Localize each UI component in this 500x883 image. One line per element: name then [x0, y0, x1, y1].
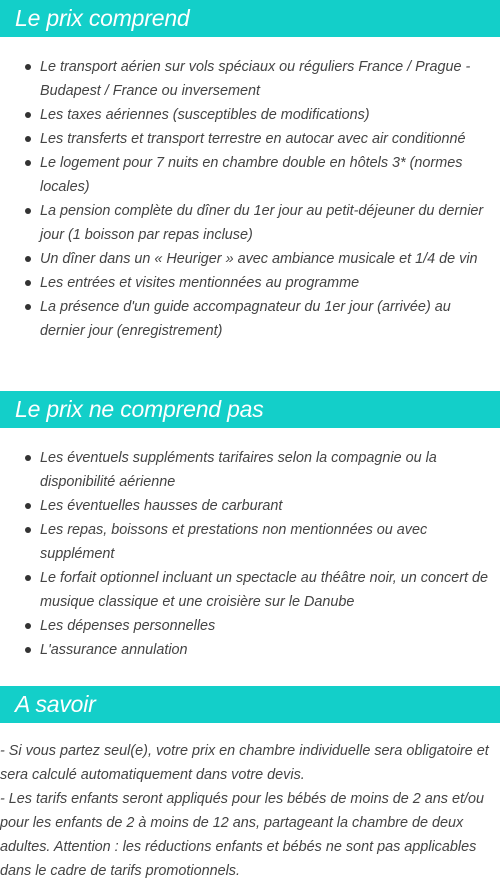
- bullet-icon: [25, 112, 31, 118]
- info-title: A savoir: [15, 691, 96, 717]
- list-item: [0, 295, 500, 343]
- list-item-text: Les éventuelles hausses de carburant: [40, 498, 283, 514]
- info-text: [0, 739, 500, 883]
- included-section: [0, 0, 500, 343]
- info-paragraph: - Si vous partez seul(e), votre prix en chambre individuelle sera obligatoire et sera calculé automatiquement dans votre devis.: [0, 743, 489, 783]
- list-item-text: Le transport aérien sur vols spéciaux ou réguliers France / Prague - Budapest / France ou inversement: [40, 59, 471, 99]
- excluded-title: Le prix ne comprend pas: [15, 396, 264, 422]
- bullet-icon: [25, 208, 31, 214]
- bullet-icon: [25, 280, 31, 286]
- bullet-icon: [25, 304, 31, 310]
- list-item: [0, 151, 500, 199]
- included-header: [0, 0, 500, 37]
- list-item-text: La pension complète du dîner du 1er jour au petit-déjeuner du dernier jour (1 boisson par repas incluse): [40, 203, 484, 243]
- list-item-text: Les repas, boissons et prestations non mentionnées ou avec supplément: [40, 522, 428, 562]
- info-section: [0, 686, 500, 883]
- list-item-text: Le logement pour 7 nuits en chambre double en hôtels 3* (normes locales): [40, 155, 463, 195]
- list-item: [0, 103, 500, 127]
- list-item: [0, 638, 500, 662]
- included-list: [0, 55, 500, 343]
- list-item: [0, 247, 500, 271]
- info-paragraph: - Les tarifs enfants seront appliqués pour les bébés de moins de 2 ans et/ou pour les enfants de 2 à moins de 12 ans, partageant la chambre de deux adultes. Attention : les réductions enfants et bébés ne sont pas applicables dans le cadre de tarifs promotionnels.: [0, 791, 484, 879]
- bullet-icon: [25, 503, 31, 509]
- list-item: [0, 446, 500, 494]
- list-item: [0, 55, 500, 103]
- list-item: [0, 271, 500, 295]
- included-title: Le prix comprend: [15, 5, 190, 31]
- bullet-icon: [25, 256, 31, 262]
- list-item-text: La présence d'un guide accompagnateur du 1er jour (arrivée) au dernier jour (enregistrement): [40, 299, 451, 339]
- list-item-text: Les éventuels suppléments tarifaires selon la compagnie ou la disponibilité aérienne: [40, 450, 437, 490]
- bullet-icon: [25, 575, 31, 581]
- list-item-text: Les entrées et visites mentionnées au programme: [40, 275, 360, 291]
- bullet-icon: [25, 527, 31, 533]
- list-item: [0, 566, 500, 614]
- list-item: [0, 518, 500, 566]
- bullet-icon: [25, 647, 31, 653]
- list-item: [0, 494, 500, 518]
- bullet-icon: [25, 136, 31, 142]
- info-header: [0, 686, 500, 723]
- excluded-list: [0, 446, 500, 662]
- list-item-text: Les dépenses personnelles: [40, 618, 216, 634]
- bullet-icon: [25, 455, 31, 461]
- list-item: [0, 127, 500, 151]
- list-item-text: L'assurance annulation: [40, 642, 188, 658]
- excluded-section: [0, 391, 500, 662]
- bullet-icon: [25, 623, 31, 629]
- bullet-icon: [25, 160, 31, 166]
- excluded-header: [0, 391, 500, 428]
- list-item-text: Le forfait optionnel incluant un spectacle au théâtre noir, un concert de musique classique et une croisière sur le Danube: [40, 570, 489, 610]
- list-item-text: Les transferts et transport terrestre en autocar avec air conditionné: [40, 131, 466, 147]
- list-item: [0, 199, 500, 247]
- list-item: [0, 614, 500, 638]
- list-item-text: Les taxes aériennes (susceptibles de modifications): [40, 107, 370, 123]
- bullet-icon: [25, 64, 31, 70]
- list-item-text: Un dîner dans un « Heuriger » avec ambiance musicale et 1/4 de vin: [40, 251, 478, 267]
